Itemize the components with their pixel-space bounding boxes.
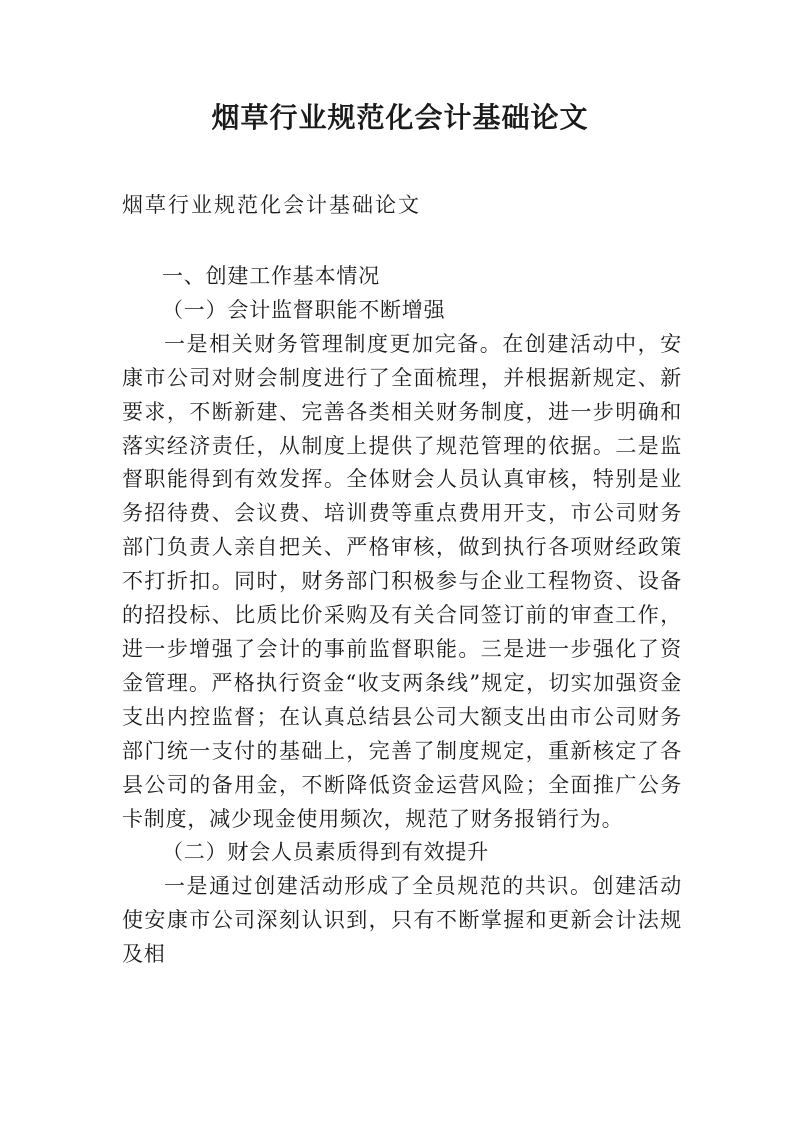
- document-title: 烟草行业规范化会计基础论文: [211, 101, 589, 134]
- paragraph-1: 一是相关财务管理制度更加完备。在创建活动中，安康市公司对财会制度进行了全面梳理，并根据新规定、新要求，不断新建、完善各类相关财务制度，进一步明确和落实经济责任，从制度上提供了规范管理的依据。二是监督职能得到有效发挥。全体财会人员认真审核，特别是业务招待费、会议费、培训费等重点费用开支，市公司财务部门负责人亲自把关、严格审核，做到执行各项财经政策不打折扣。同时，财务部门积极参与企业工程物资、设备的招投标、比质比价采购及有关合同签订前的审查工作，进一步增强了会计的事前监督职能。三是进一步强化了资金管理。严格执行资金“收支两条线”规定，切实加强资金支出内控监督；在认真总结县公司大额支出由市公司财务部门统一支付的基础上，完善了制度规定，重新核定了各县公司的备用金，不断降低资金运营风险；全面推广公务卡制度，减少现金使用频次，规范了财务报销行为。: [122, 331, 682, 831]
- subsection-heading-2: （二）财会人员素质得到有效提升: [162, 840, 489, 865]
- paragraph-2: 一是通过创建活动形成了全员规范的共识。创建活动使安康市公司深刻认识到，只有不断掌握和更新会计法规及相: [122, 874, 682, 967]
- subsection-heading-1: （一）会计监督职能不断增强: [162, 297, 446, 322]
- document-subtitle: 烟草行业规范化会计基础论文: [122, 193, 421, 217]
- section-heading-1: 一、创建工作基本情况: [162, 264, 380, 288]
- document-body: [122, 260, 682, 972]
